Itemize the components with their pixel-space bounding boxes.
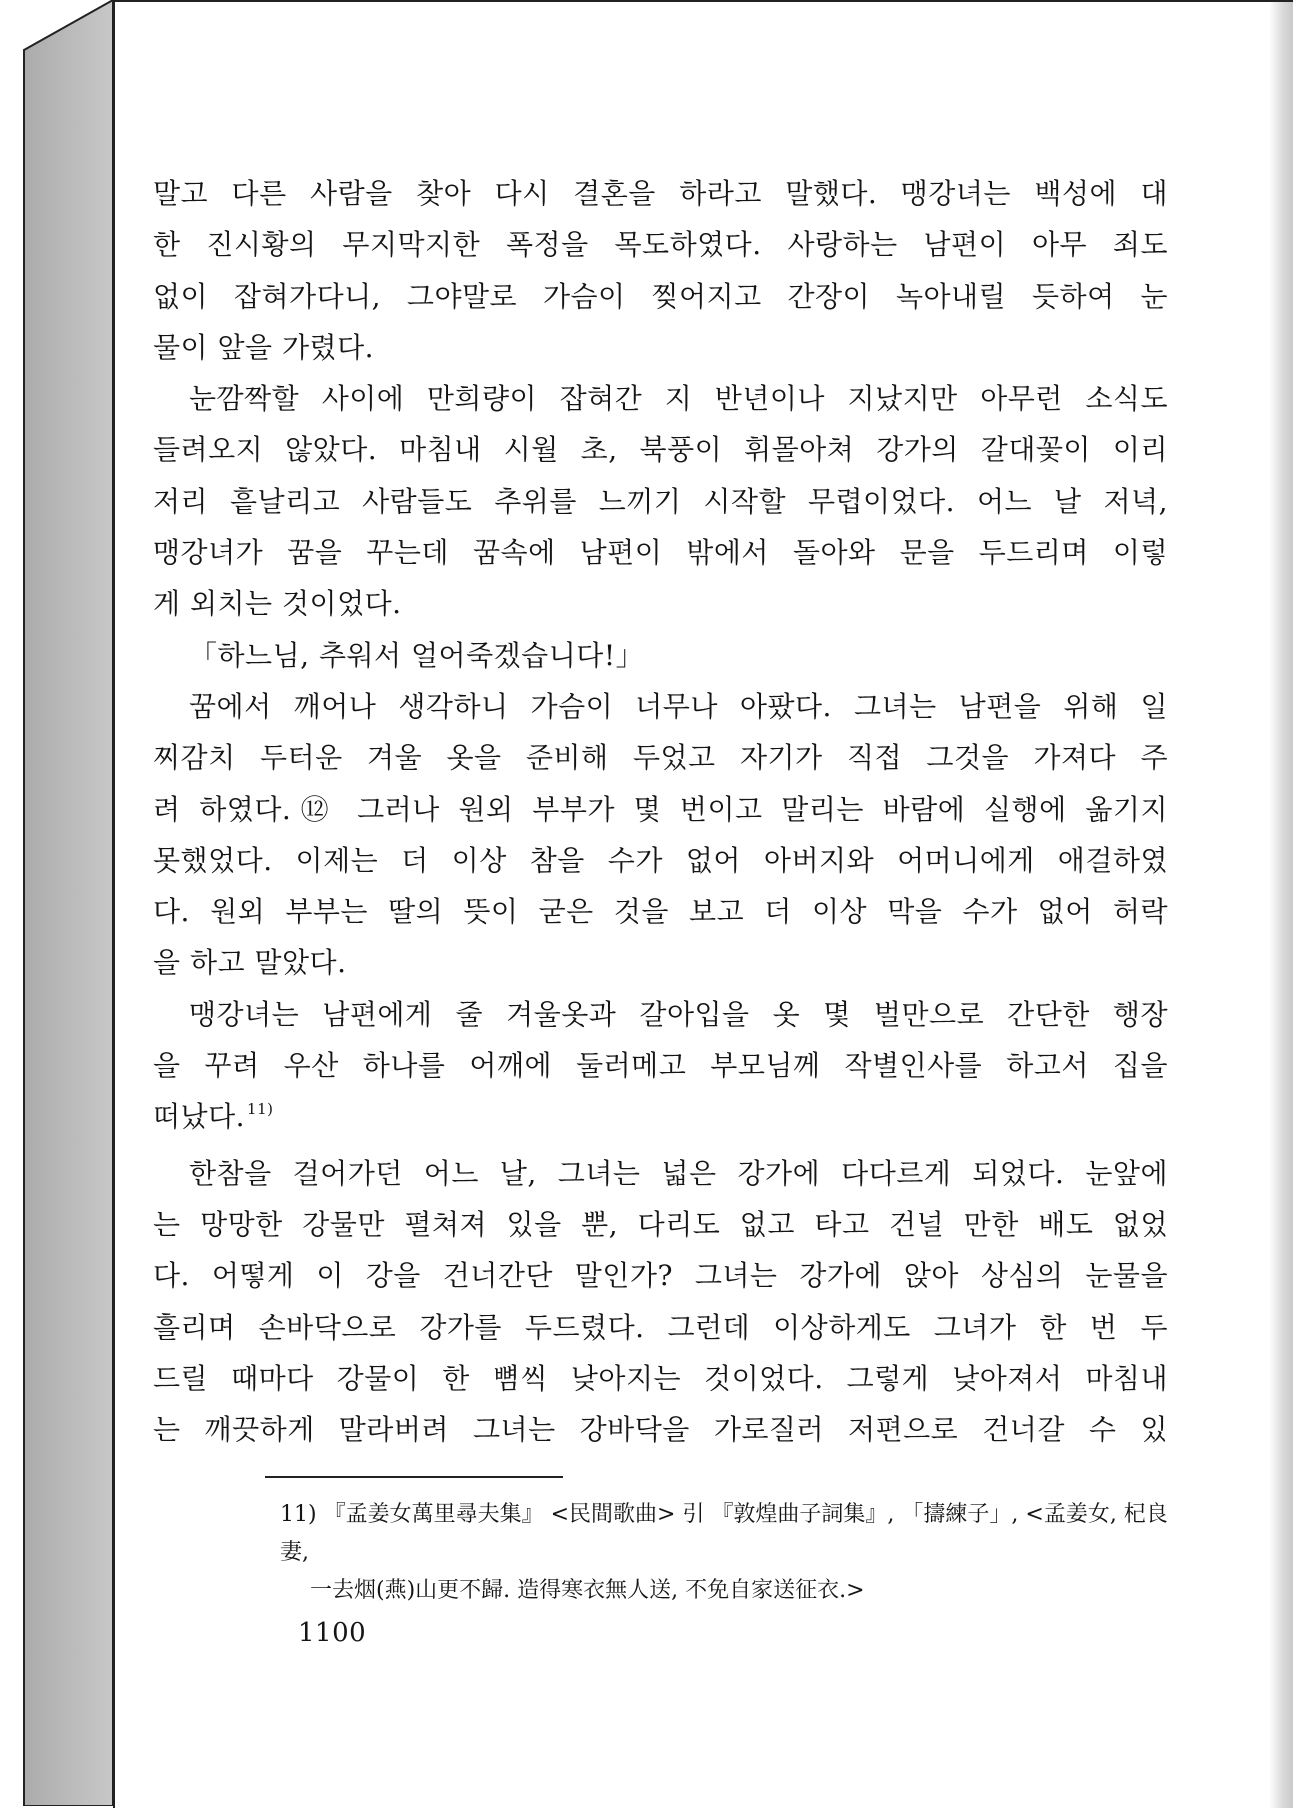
text-line: 찌감치 두터운 겨울 옷을 준비해 두었고 자기가 직접 그것을 가져다 주	[153, 741, 1168, 775]
text-line	[153, 1091, 1168, 1147]
footnote-line: 11) 『孟姜女萬里尋夫集』 <民間歌曲> 引 『敦煌曲子詞集』, 「擣練子」, <孟姜女, 杞良妻,	[280, 1502, 1168, 1565]
text-line: 한 진시황의 무지막지한 폭정을 목도하였다. 사랑하는 남편이 아무 죄도	[153, 228, 1168, 262]
text-line: 드릴 때마다 강물이 한 뼘씩 낮아지는 것이었다. 그렇게 낮아져서 마침내	[153, 1361, 1168, 1395]
text-line: 눈깜짝할 사이에 만희량이 잡혀간 지 반년이나 지났지만 아무런 소식도	[189, 382, 1168, 416]
text-line-content: 떠났다.	[153, 1100, 246, 1134]
text-line: 물이 앞을 가렸다.	[153, 330, 375, 364]
body-text	[153, 168, 1168, 1455]
text-line: 을 하고 말았다.	[153, 946, 347, 980]
text-line: 꿈에서 깨어나 생각하니 가슴이 너무나 아팠다. 그녀는 남편을 위해 일	[189, 689, 1168, 723]
footnote	[280, 1496, 1170, 1610]
page-edge-shadow	[1269, 2, 1293, 1808]
book-spine	[0, 0, 115, 1806]
paragraph	[153, 1148, 1168, 1456]
text-line: 한참을 걸어가던 어느 날, 그녀는 넓은 강가에 다다르게 되었다. 눈앞에	[189, 1156, 1168, 1190]
paragraph	[153, 168, 1168, 373]
paragraph	[153, 630, 1168, 681]
footnote-divider	[265, 1476, 563, 1478]
text-line: 는 망망한 강물만 펼쳐져 있을 뿐, 다리도 없고 타고 건널 만한 배도 없었	[153, 1207, 1168, 1241]
text-line: 흘리며 손바닥으로 강가를 두드렸다. 그런데 이상하게도 그녀가 한 번 두	[153, 1310, 1168, 1344]
text-line: 못했었다. 이제는 더 이상 참을 수가 없어 아버지와 어머니에게 애걸하였	[153, 843, 1168, 877]
text-line: 을 꾸려 우산 하나를 어깨에 둘러메고 부모님께 작별인사를 하고서 집을	[153, 1049, 1168, 1083]
text-line: 는 깨끗하게 말라버려 그녀는 강바닥을 가로질러 저편으로 건너갈 수 있	[153, 1413, 1168, 1447]
text-line: 려 하였다.⑫ 그러나 원외 부부가 몇 번이고 말리는 바람에 실행에 옮기지	[153, 792, 1168, 826]
footnote-line: 一去烟(燕)山更不歸. 造得寒衣無人送, 不免自家送征衣.>	[310, 1578, 865, 1603]
text-line: 저리 흩날리고 사람들도 추위를 느끼기 시작할 무렵이었다. 어느 날 저녁,	[153, 484, 1168, 518]
paragraph	[153, 681, 1168, 989]
paragraph	[153, 373, 1168, 629]
text-line: 다. 원외 부부는 딸의 뜻이 굳은 것을 보고 더 이상 막을 수가 없어 허락	[153, 895, 1168, 929]
quoted-line: 「하느님, 추워서 얼어죽겠습니다!」	[189, 638, 645, 672]
paragraph	[153, 989, 1168, 1148]
text-line: 말고 다른 사람을 찾아 다시 결혼을 하라고 말했다. 맹강녀는 백성에 대	[153, 177, 1168, 210]
text-line: 없이 잡혀가다니, 그야말로 가슴이 찢어지고 간장이 녹아내릴 듯하여 눈	[153, 279, 1168, 313]
text-line: 들려오지 않았다. 마침내 시월 초, 북풍이 휘몰아쳐 강가의 갈대꽃이 이리	[153, 433, 1168, 467]
text-line: 맹강녀가 꿈을 꾸는데 꿈속에 남편이 밖에서 돌아와 문을 두드리며 이렇	[153, 536, 1168, 570]
page-number: 1100	[298, 1618, 367, 1648]
footnote-reference: 11)	[247, 1100, 274, 1119]
text-line: 다. 어떻게 이 강을 건너간단 말인가? 그녀는 강가에 앉아 상심의 눈물을	[153, 1259, 1168, 1293]
text-line: 게 외치는 것이었다.	[153, 587, 402, 621]
text-line: 맹강녀는 남편에게 줄 겨울옷과 갈아입을 옷 몇 벌만으로 간단한 행장	[189, 997, 1168, 1031]
